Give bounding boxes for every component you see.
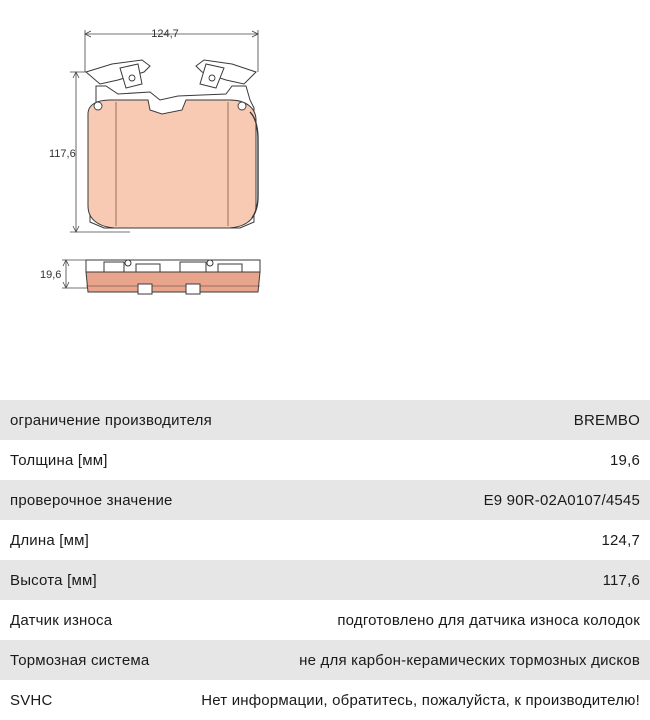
spec-value: 117,6: [602, 571, 640, 589]
spec-value: E9 90R-02A0107/4545: [483, 491, 640, 509]
spec-row-brake-system: [0, 640, 650, 680]
spec-label: Тормозная система: [10, 651, 150, 669]
spec-label: Толщина [мм]: [10, 451, 108, 469]
spec-table: [0, 400, 650, 720]
spec-row-manufacturer: [0, 400, 650, 440]
spec-label: ограничение производителя: [10, 411, 212, 429]
spec-row-svhc: [0, 680, 650, 720]
height-dimension-label: 117,6: [49, 148, 76, 160]
spec-value: 19,6: [610, 451, 640, 469]
spec-row-height: [0, 560, 650, 600]
spec-label: SVHC: [10, 691, 53, 709]
spec-label: проверочное значение: [10, 491, 173, 509]
spec-value: BREMBO: [573, 411, 640, 429]
thickness-dimension-label: 19,6: [40, 269, 62, 281]
spec-row-length: [0, 520, 650, 560]
spec-value: не для карбон-керамических тормозных дисков: [299, 651, 640, 669]
side-view: [86, 260, 260, 294]
spec-row-wear-sensor: [0, 600, 650, 640]
spec-value: Нет информации, обратитесь, пожалуйста, к производителю!: [201, 691, 640, 709]
spec-label: Длина [мм]: [10, 531, 90, 549]
spec-label: Датчик износа: [10, 611, 113, 629]
spec-value: подготовлено для датчика износа колодок: [337, 611, 640, 629]
spec-row-approval: [0, 480, 650, 520]
friction-pad: [88, 100, 258, 228]
spec-label: Высота [мм]: [10, 571, 97, 589]
length-dimension-label: 124,7: [151, 28, 179, 40]
spec-row-thickness: [0, 440, 650, 480]
spec-value: 124,7: [601, 531, 640, 549]
